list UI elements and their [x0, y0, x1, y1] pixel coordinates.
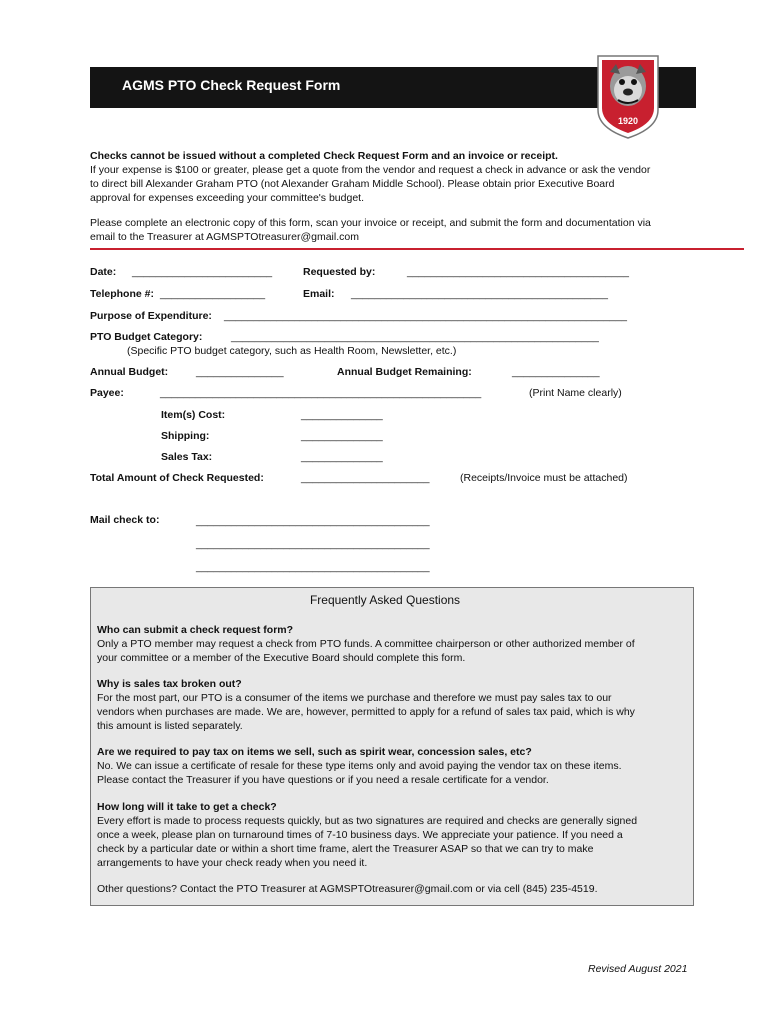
faq-other-questions: Other questions? Contact the PTO Treasurer at AGMSPTOtreasurer@gmail.com or via cell (845) 235-4519.	[97, 883, 598, 895]
budget-category-label: PTO Budget Category:	[90, 331, 203, 343]
intro-line-1: If your expense is $100 or greater, please get a quote from the vendor and request a check in advance or ask the vendor	[90, 164, 651, 176]
faq-question-2: Why is sales tax broken out?	[97, 678, 242, 690]
faq-answer-4-line-2: once a week, please plan on turnaround times of 7-10 business days. We appreciate your patience. If you need a	[97, 829, 623, 841]
mail-address-line-2[interactable]: ________________________________________	[196, 538, 430, 550]
revised-date: Revised August 2021	[588, 963, 688, 975]
annual-remaining-field[interactable]: _______________	[512, 366, 600, 378]
annual-budget-label: Annual Budget:	[90, 366, 169, 378]
date-field[interactable]: ________________________	[132, 266, 273, 278]
annual-budget-field[interactable]: _______________	[196, 366, 284, 378]
date-label: Date:	[90, 266, 117, 278]
faq-answer-4-line-3: check by a particular date or within a short time frame, alert the Treasurer ASAP so that we can try to make	[97, 843, 594, 855]
submit-line-1: Please complete an electronic copy of this form, scan your invoice or receipt, and submit the form and documentation via	[90, 217, 651, 229]
logo-year: 1920	[617, 116, 639, 126]
mail-address-line-1[interactable]: ________________________________________	[196, 515, 430, 527]
faq-answer-4-line-4: arrangements to have your check ready when you need it.	[97, 857, 368, 869]
budget-category-hint: (Specific PTO budget category, such as Health Room, Newsletter, etc.)	[127, 345, 457, 357]
purpose-label: Purpose of Expenditure:	[90, 310, 212, 322]
total-field[interactable]: ______________________	[301, 472, 430, 484]
faq-title: Frequently Asked Questions	[309, 593, 461, 607]
page-title: AGMS PTO Check Request Form	[122, 77, 341, 93]
faq-question-1: Who can submit a check request form?	[97, 624, 294, 636]
requested-by-label: Requested by:	[303, 266, 376, 278]
faq-answer-2-line-1: For the most part, our PTO is a consumer of the items we purchase and therefore we must pay sales tax to our	[97, 692, 612, 704]
intro-line-2: to direct bill Alexander Graham PTO (not Alexander Graham Middle School). Please obtain prior Executive Board	[90, 178, 615, 190]
email-field[interactable]: ____________________________________________	[351, 288, 608, 300]
sales-tax-label: Sales Tax:	[161, 451, 213, 463]
faq-question-3: Are we required to pay tax on items we sell, such as spirit wear, concession sales, etc?	[97, 746, 532, 758]
telephone-label: Telephone #:	[90, 288, 154, 300]
submit-line-2: email to the Treasurer at AGMSPTOtreasurer@gmail.com	[90, 231, 359, 243]
intro-line-3: approval for expenses exceeding your committee's budget.	[90, 192, 364, 204]
faq-answer-3-line-2: Please contact the Treasurer if you have questions or if you need a resale certificate for a vendor.	[97, 774, 549, 786]
budget-category-field[interactable]: _______________________________________________________________	[231, 331, 599, 343]
email-label: Email:	[303, 288, 335, 300]
bulldog-logo-icon	[594, 50, 662, 140]
sales-tax-field[interactable]: ______________	[301, 451, 383, 463]
mail-address-line-3[interactable]: ________________________________________	[196, 561, 430, 573]
intro-bold-line: Checks cannot be issued without a completed Check Request Form and an invoice or receipt.	[90, 150, 558, 162]
faq-answer-4-line-1: Every effort is made to process requests quickly, but as two signatures are required and checks are generally signed	[97, 815, 638, 827]
items-cost-field[interactable]: ______________	[301, 409, 383, 421]
faq-answer-2-line-3: this amount is listed separately.	[97, 720, 243, 732]
faq-answer-3-line-1: No. We can issue a certificate of resale for these type items only and avoid paying the vendor tax on these items.	[97, 760, 622, 772]
red-divider	[90, 248, 744, 250]
requested-by-field[interactable]: ______________________________________	[407, 266, 629, 278]
faq-question-4: How long will it take to get a check?	[97, 801, 277, 813]
total-hint: (Receipts/Invoice must be attached)	[460, 472, 628, 484]
telephone-field[interactable]: __________________	[160, 288, 266, 300]
faq-answer-1-line-1: Only a PTO member may request a check from PTO funds. A committee chairperson or other authorized member of	[97, 638, 635, 650]
mail-check-label: Mail check to:	[90, 514, 160, 526]
shipping-label: Shipping:	[161, 430, 210, 442]
purpose-field[interactable]: _____________________________________________________________________	[224, 310, 627, 322]
payee-hint: (Print Name clearly)	[529, 387, 622, 399]
faq-answer-1-line-2: your committee or a member of the Executive Board should complete this form.	[97, 652, 466, 664]
shipping-field[interactable]: ______________	[301, 430, 383, 442]
payee-field[interactable]: _______________________________________________________	[160, 387, 482, 399]
total-label: Total Amount of Check Requested:	[90, 472, 264, 484]
payee-label: Payee:	[90, 387, 124, 399]
faq-answer-2-line-2: vendors when purchases are made. We are, however, permitted to apply for a refund of sales tax paid, which is why	[97, 706, 635, 718]
items-cost-label: Item(s) Cost:	[161, 409, 226, 421]
annual-remaining-label: Annual Budget Remaining:	[337, 366, 472, 378]
